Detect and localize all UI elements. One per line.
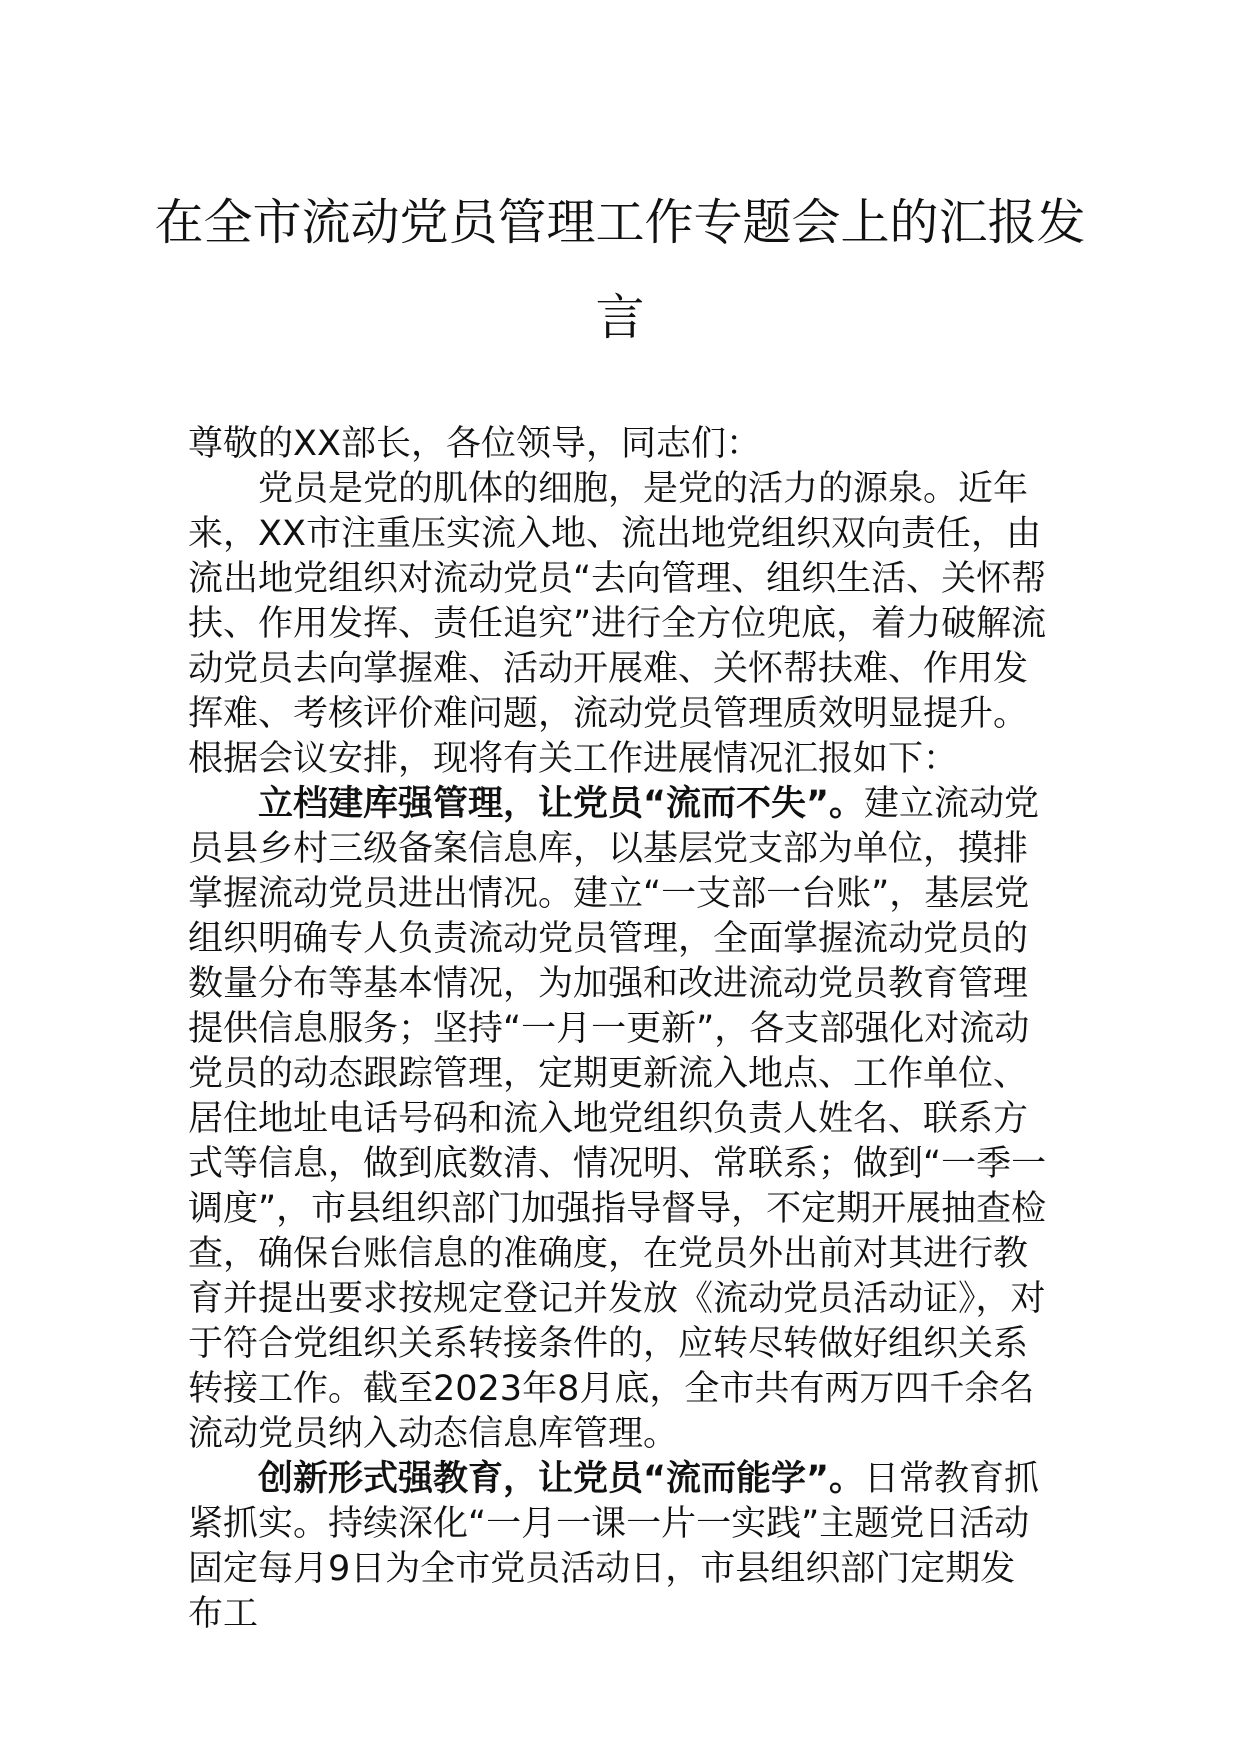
paragraph-education bbox=[188, 1457, 1048, 1637]
paragraph-intro bbox=[188, 467, 1048, 782]
paragraph-heading: 立档建库强管理，让党员“流而不失”。 bbox=[258, 784, 865, 824]
paragraph-text: 建立流动党员县乡村三级备案信息库，以基层党支部为单位，摸排掌握流动党员进出情况。建立“一支部一台账”，基层党组织明确专人负责流动党员管理，全面掌握流动党员的数量分布等基本情况，为加强和改进流动党员教育管理提供信息服务；坚持“一月一更新”，各支部强化对流动党员的动态跟踪管理，定期更新流入地点、工作单位、居住地址电话号码和流入地党组织负责人姓名、联系方式等信息，做到底数清、情况明、常联系；做到“一季一调度”，市县组织部门加强指导督导，不定期开展抽查检查，确保台账信息的准确度，在党员外出前对其进行教育并提出要求按规定登记并发放《流动党员活动证》，对于符合党组织关系转接条件的，应转尽转做好组织关系转接工作。截至2023年8月底，全市共有两万四千余名流动党员纳入动态信息库管理。 bbox=[188, 784, 1047, 1454]
paragraph-text: 党员是党的肌体的细胞，是党的活力的源泉。近年来，XX市注重压实流入地、流出地党组织双向责任，由流出地党组织对流动党员“去向管理、组织生活、关怀帮扶、作用发挥、责任追究”进行全方位兜底，着力破解流动党员去向掌握难、活动开展难、关怀帮扶难、作用发挥难、考核评价难问题，流动党员管理质效明显提升。根据会议安排，现将有关工作进展情况汇报如下： bbox=[188, 469, 1047, 779]
document-title: 在全市流动党员管理工作专题会上的汇报发言 bbox=[154, 194, 1086, 346]
document-body bbox=[188, 422, 1048, 1637]
paragraph-heading: 创新形式强教育，让党员“流而能学”。 bbox=[258, 1459, 865, 1499]
salutation: 尊敬的XX部长，各位领导，同志们： bbox=[188, 424, 761, 464]
paragraph-text: 日常教育抓紧抓实。持续深化“一月一课一片一实践”主题党日活动固定每月9日为全市党员活动日，市县组织部门定期发布工 bbox=[188, 1459, 1040, 1634]
paragraph-management bbox=[188, 782, 1048, 1457]
